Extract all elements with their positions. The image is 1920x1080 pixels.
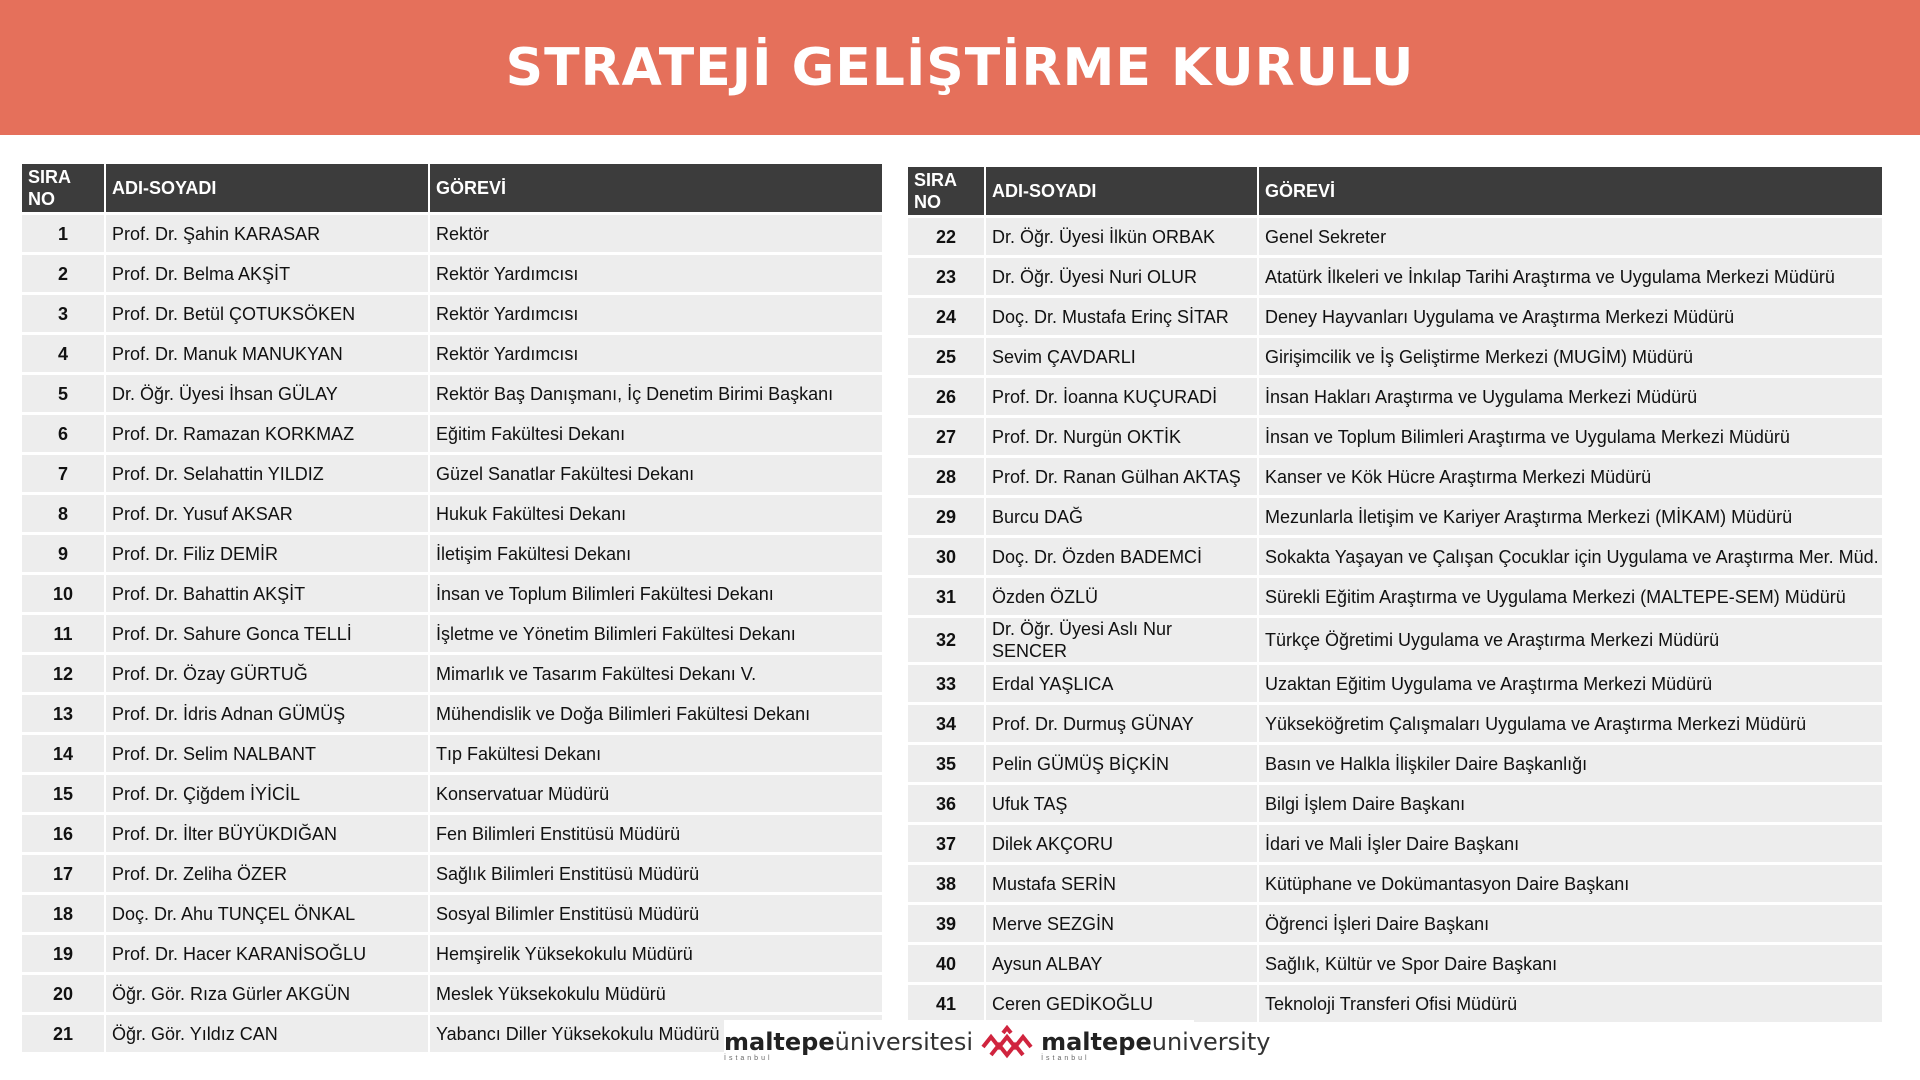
person-name: Sevim ÇAVDARLI bbox=[986, 338, 1259, 375]
row-number: 32 bbox=[908, 618, 986, 662]
person-name: Prof. Dr. Özay GÜRTUĞ bbox=[106, 655, 430, 692]
person-role: İnsan ve Toplum Bilimleri Araştırma ve Uygulama Merkezi Müdürü bbox=[1265, 426, 1790, 447]
row-number: 3 bbox=[22, 295, 106, 332]
table-row bbox=[22, 575, 882, 612]
person-role: İşletme ve Yönetim Bilimleri Fakültesi Dekanı bbox=[436, 623, 796, 644]
table-row bbox=[908, 785, 1882, 822]
row-number: 36 bbox=[908, 785, 986, 822]
row-number: 29 bbox=[908, 498, 986, 535]
row-number: 23 bbox=[908, 258, 986, 295]
person-name: Prof. Dr. Durmuş GÜNAY bbox=[986, 705, 1259, 742]
row-number: 33 bbox=[908, 665, 986, 702]
person-role: Rektör Baş Danışmanı, İç Denetim Birimi Başkanı bbox=[436, 383, 834, 404]
person-role: Kanser ve Kök Hücre Araştırma Merkezi Müdürü bbox=[1265, 466, 1652, 487]
table-row bbox=[22, 535, 882, 572]
row-number: 4 bbox=[22, 335, 106, 372]
row-number: 40 bbox=[908, 945, 986, 982]
column-header-no bbox=[22, 164, 106, 212]
person-role: Güzel Sanatlar Fakültesi Dekanı bbox=[436, 463, 695, 484]
table-row bbox=[908, 865, 1882, 902]
table-row bbox=[22, 815, 882, 852]
table-row bbox=[908, 298, 1882, 335]
person-role: Hemşirelik Yüksekokulu Müdürü bbox=[436, 943, 693, 964]
person-role: Rektör Yardımcısı bbox=[436, 343, 579, 364]
person-role: Girişimcilik ve İş Geliştirme Merkezi (MUGİM) Müdürü bbox=[1265, 346, 1694, 367]
row-number: 38 bbox=[908, 865, 986, 902]
column-header-name: ADI-SOYADI bbox=[986, 167, 1259, 215]
table-row bbox=[908, 338, 1882, 375]
person-name: Prof. Dr. Betül ÇOTUKSÖKEN bbox=[106, 295, 430, 332]
row-number: 20 bbox=[22, 975, 106, 1012]
row-number: 1 bbox=[22, 215, 106, 252]
header-no-line1: SIRA bbox=[914, 170, 958, 190]
row-number: 16 bbox=[22, 815, 106, 852]
person-name: Dilek AKÇORU bbox=[986, 825, 1259, 862]
person-role: Sokakta Yaşayan ve Çalışan Çocuklar için Uygulama ve Araştırma Mer. Müd. bbox=[1265, 546, 1879, 567]
column-header-no bbox=[908, 167, 986, 215]
logo-en-bold: maltepe bbox=[1041, 1027, 1152, 1056]
person-name: Prof. Dr. Ranan Gülhan AKTAŞ bbox=[986, 458, 1259, 495]
person-role: İletişim Fakültesi Dekanı bbox=[436, 543, 632, 564]
logo-tr-light: üniversitesi bbox=[834, 1027, 974, 1056]
table-row bbox=[908, 258, 1882, 295]
row-number: 18 bbox=[22, 895, 106, 932]
header-no-line2: NO bbox=[28, 189, 55, 209]
person-role: Bilgi İşlem Daire Başkanı bbox=[1265, 793, 1466, 814]
person-role: Konservatuar Müdürü bbox=[436, 783, 610, 804]
row-number: 35 bbox=[908, 745, 986, 782]
person-role: Öğrenci İşleri Daire Başkanı bbox=[1265, 913, 1490, 934]
logo-en-light: university bbox=[1151, 1027, 1271, 1056]
university-seal-icon bbox=[981, 1025, 1033, 1065]
row-number: 6 bbox=[22, 415, 106, 452]
person-name: Dr. Öğr. Üyesi İhsan GÜLAY bbox=[106, 375, 430, 412]
person-role: Türkçe Öğretimi Uygulama ve Araştırma Merkezi Müdürü bbox=[1265, 630, 1720, 650]
person-name: Prof. Dr. Ramazan KORKMAZ bbox=[106, 415, 430, 452]
table-row bbox=[908, 498, 1882, 535]
table-row bbox=[22, 695, 882, 732]
row-number: 41 bbox=[908, 985, 986, 1022]
logo-tr-bold: maltepe bbox=[724, 1027, 835, 1056]
person-role: Deney Hayvanları Uygulama ve Araştırma Merkezi Müdürü bbox=[1265, 306, 1735, 327]
logo-en bbox=[1041, 1029, 1270, 1062]
row-number: 24 bbox=[908, 298, 986, 335]
person-name: Prof. Dr. Bahattin AKŞİT bbox=[106, 575, 430, 612]
person-role: Tıp Fakültesi Dekanı bbox=[436, 743, 602, 764]
person-role: Uzaktan Eğitim Uygulama ve Araştırma Merkezi Müdürü bbox=[1265, 673, 1713, 694]
row-number: 12 bbox=[22, 655, 106, 692]
person-role: Yükseköğretim Çalışmaları Uygulama ve Araştırma Merkezi Müdürü bbox=[1265, 713, 1807, 734]
table-row bbox=[908, 378, 1882, 415]
person-name: Prof. Dr. Şahin KARASAR bbox=[106, 215, 430, 252]
row-number: 8 bbox=[22, 495, 106, 532]
person-role: Rektör bbox=[436, 223, 490, 244]
logo-en-sub: İstanbul bbox=[1041, 1054, 1090, 1062]
table-row bbox=[908, 418, 1882, 455]
person-role: Rektör Yardımcısı bbox=[436, 303, 579, 324]
person-name: Prof. Dr. Selim NALBANT bbox=[106, 735, 430, 772]
person-role: Sosyal Bilimler Enstitüsü Müdürü bbox=[436, 903, 700, 924]
row-number: 7 bbox=[22, 455, 106, 492]
person-role: Sürekli Eğitim Araştırma ve Uygulama Merkezi (MALTEPE-SEM) Müdürü bbox=[1265, 586, 1846, 607]
person-role: Kütüphane ve Dokümantasyon Daire Başkanı bbox=[1265, 873, 1630, 894]
column-header-role: GÖREVİ bbox=[430, 164, 882, 212]
table-row bbox=[22, 655, 882, 692]
table-row bbox=[22, 735, 882, 772]
person-name: Özden ÖZLÜ bbox=[986, 578, 1259, 615]
table-row bbox=[908, 218, 1882, 255]
person-role: Mimarlık ve Tasarım Fakültesi Dekanı V. bbox=[436, 663, 757, 684]
person-name: Prof. Dr. İlter BÜYÜKDIĞAN bbox=[106, 815, 430, 852]
person-name: Prof. Dr. Yusuf AKSAR bbox=[106, 495, 430, 532]
table-row bbox=[22, 375, 882, 412]
table-row bbox=[908, 665, 1882, 702]
row-number: 2 bbox=[22, 255, 106, 292]
person-role: Teknoloji Transferi Ofisi Müdürü bbox=[1265, 993, 1518, 1014]
row-number: 30 bbox=[908, 538, 986, 575]
person-name: Prof. Dr. Sahure Gonca TELLİ bbox=[106, 615, 430, 652]
person-role: Mühendislik ve Doğa Bilimleri Fakültesi Dekanı bbox=[436, 703, 811, 724]
roster-header-left bbox=[22, 164, 882, 212]
person-name: Dr. Öğr. Üyesi Aslı Nur SENCER bbox=[986, 618, 1259, 662]
roster-table-right bbox=[908, 164, 1882, 1025]
row-number: 13 bbox=[22, 695, 106, 732]
roster-table-left bbox=[22, 161, 882, 1055]
person-name: Pelin GÜMÜŞ BİÇKİN bbox=[986, 745, 1259, 782]
table-row bbox=[908, 538, 1882, 575]
table-row bbox=[908, 458, 1882, 495]
row-number: 5 bbox=[22, 375, 106, 412]
person-name: Prof. Dr. İoanna KUÇURADİ bbox=[986, 378, 1259, 415]
person-name: Prof. Dr. Selahattin YILDIZ bbox=[106, 455, 430, 492]
person-role: Fen Bilimleri Enstitüsü Müdürü bbox=[436, 823, 681, 844]
row-number: 15 bbox=[22, 775, 106, 812]
person-name: Prof. Dr. Zeliha ÖZER bbox=[106, 855, 430, 892]
person-name: Prof. Dr. Hacer KARANİSOĞLU bbox=[106, 935, 430, 972]
column-header-role: GÖREVİ bbox=[1259, 167, 1882, 215]
person-role: Mezunlarla İletişim ve Kariyer Araştırma Merkezi (MİKAM) Müdürü bbox=[1265, 506, 1793, 527]
person-role: Hukuk Fakültesi Dekanı bbox=[436, 503, 627, 524]
person-name: Prof. Dr. İdris Adnan GÜMÜŞ bbox=[106, 695, 430, 732]
table-row bbox=[908, 985, 1882, 1022]
row-number: 19 bbox=[22, 935, 106, 972]
table-row bbox=[908, 905, 1882, 942]
person-name: Aysun ALBAY bbox=[986, 945, 1259, 982]
row-number: 11 bbox=[22, 615, 106, 652]
row-number: 34 bbox=[908, 705, 986, 742]
person-name: Mustafa SERİN bbox=[986, 865, 1259, 902]
person-name: Öğr. Gör. Rıza Gürler AKGÜN bbox=[106, 975, 430, 1012]
table-row bbox=[908, 745, 1882, 782]
person-role: Eğitim Fakültesi Dekanı bbox=[436, 423, 626, 444]
table-row bbox=[908, 618, 1882, 662]
row-number: 28 bbox=[908, 458, 986, 495]
row-number: 17 bbox=[22, 855, 106, 892]
university-logos bbox=[724, 1020, 1271, 1070]
person-name: Öğr. Gör. Yıldız CAN bbox=[106, 1015, 430, 1052]
person-name: Prof. Dr. Çiğdem İYİCİL bbox=[106, 775, 430, 812]
person-role: Sağlık Bilimleri Enstitüsü Müdürü bbox=[436, 863, 700, 884]
table-row bbox=[22, 215, 882, 252]
person-name: Doç. Dr. Ahu TUNÇEL ÖNKAL bbox=[106, 895, 430, 932]
person-role: İdari ve Mali İşler Daire Başkanı bbox=[1265, 833, 1520, 854]
title-banner bbox=[0, 0, 1920, 135]
table-row bbox=[22, 855, 882, 892]
table-row bbox=[22, 335, 882, 372]
person-name: Erdal YAŞLICA bbox=[986, 665, 1259, 702]
logo-tr bbox=[724, 1029, 973, 1062]
person-name: Dr. Öğr. Üyesi İlkün ORBAK bbox=[986, 218, 1259, 255]
person-name: Merve SEZGİN bbox=[986, 905, 1259, 942]
table-row bbox=[908, 945, 1882, 982]
person-role: Rektör Yardımcısı bbox=[436, 263, 579, 284]
person-role: İnsan ve Toplum Bilimleri Fakültesi Dekanı bbox=[436, 583, 774, 604]
row-number: 31 bbox=[908, 578, 986, 615]
person-name: Prof. Dr. Belma AKŞİT bbox=[106, 255, 430, 292]
row-number: 22 bbox=[908, 218, 986, 255]
row-number: 9 bbox=[22, 535, 106, 572]
person-name: Doç. Dr. Özden BADEMCİ bbox=[986, 538, 1259, 575]
table-row bbox=[22, 975, 882, 1012]
person-name: Prof. Dr. Filiz DEMİR bbox=[106, 535, 430, 572]
table-row bbox=[22, 415, 882, 452]
person-name: Ceren GEDİKOĞLU bbox=[986, 985, 1259, 1022]
person-name: Doç. Dr. Mustafa Erinç SİTAR bbox=[986, 298, 1259, 335]
roster-header-right bbox=[908, 167, 1882, 215]
header-no-line2: NO bbox=[914, 192, 941, 212]
seal-shape bbox=[983, 1028, 1031, 1055]
table-row bbox=[908, 705, 1882, 742]
person-role: Meslek Yüksekokulu Müdürü bbox=[436, 983, 666, 1004]
table-row bbox=[22, 255, 882, 292]
person-role: Sağlık, Kültür ve Spor Daire Başkanı bbox=[1265, 953, 1558, 974]
table-row bbox=[22, 775, 882, 812]
table-row bbox=[908, 578, 1882, 615]
header-no-line1: SIRA bbox=[28, 167, 72, 187]
row-number: 26 bbox=[908, 378, 986, 415]
table-row bbox=[22, 495, 882, 532]
page-title: STRATEJİ GELİŞTİRME KURULU bbox=[505, 37, 1415, 98]
table-row bbox=[22, 895, 882, 932]
person-role: Genel Sekreter bbox=[1265, 226, 1387, 247]
person-role: Basın ve Halkla İlişkiler Daire Başkanlığı bbox=[1265, 753, 1588, 774]
row-number: 27 bbox=[908, 418, 986, 455]
person-name: Dr. Öğr. Üyesi Nuri OLUR bbox=[986, 258, 1259, 295]
row-number: 25 bbox=[908, 338, 986, 375]
person-name: Prof. Dr. Nurgün OKTİK bbox=[986, 418, 1259, 455]
row-number: 10 bbox=[22, 575, 106, 612]
person-name: Burcu DAĞ bbox=[986, 498, 1259, 535]
row-number: 39 bbox=[908, 905, 986, 942]
column-header-name: ADI-SOYADI bbox=[106, 164, 430, 212]
person-role: İnsan Hakları Araştırma ve Uygulama Merkezi Müdürü bbox=[1265, 386, 1698, 407]
logo-tr-sub: İstanbul bbox=[724, 1054, 773, 1062]
person-name: Prof. Dr. Manuk MANUKYAN bbox=[106, 335, 430, 372]
table-row bbox=[22, 295, 882, 332]
person-name: Ufuk TAŞ bbox=[986, 785, 1259, 822]
row-number: 21 bbox=[22, 1015, 106, 1052]
row-number: 37 bbox=[908, 825, 986, 862]
table-row bbox=[22, 935, 882, 972]
table-row bbox=[908, 825, 1882, 862]
person-role: Atatürk İlkeleri ve İnkılap Tarihi Araştırma ve Uygulama Merkezi Müdürü bbox=[1265, 266, 1835, 287]
row-number: 14 bbox=[22, 735, 106, 772]
table-row bbox=[22, 455, 882, 492]
person-role: Yabancı Diller Yüksekokulu Müdürü bbox=[436, 1023, 720, 1044]
table-row bbox=[22, 615, 882, 652]
